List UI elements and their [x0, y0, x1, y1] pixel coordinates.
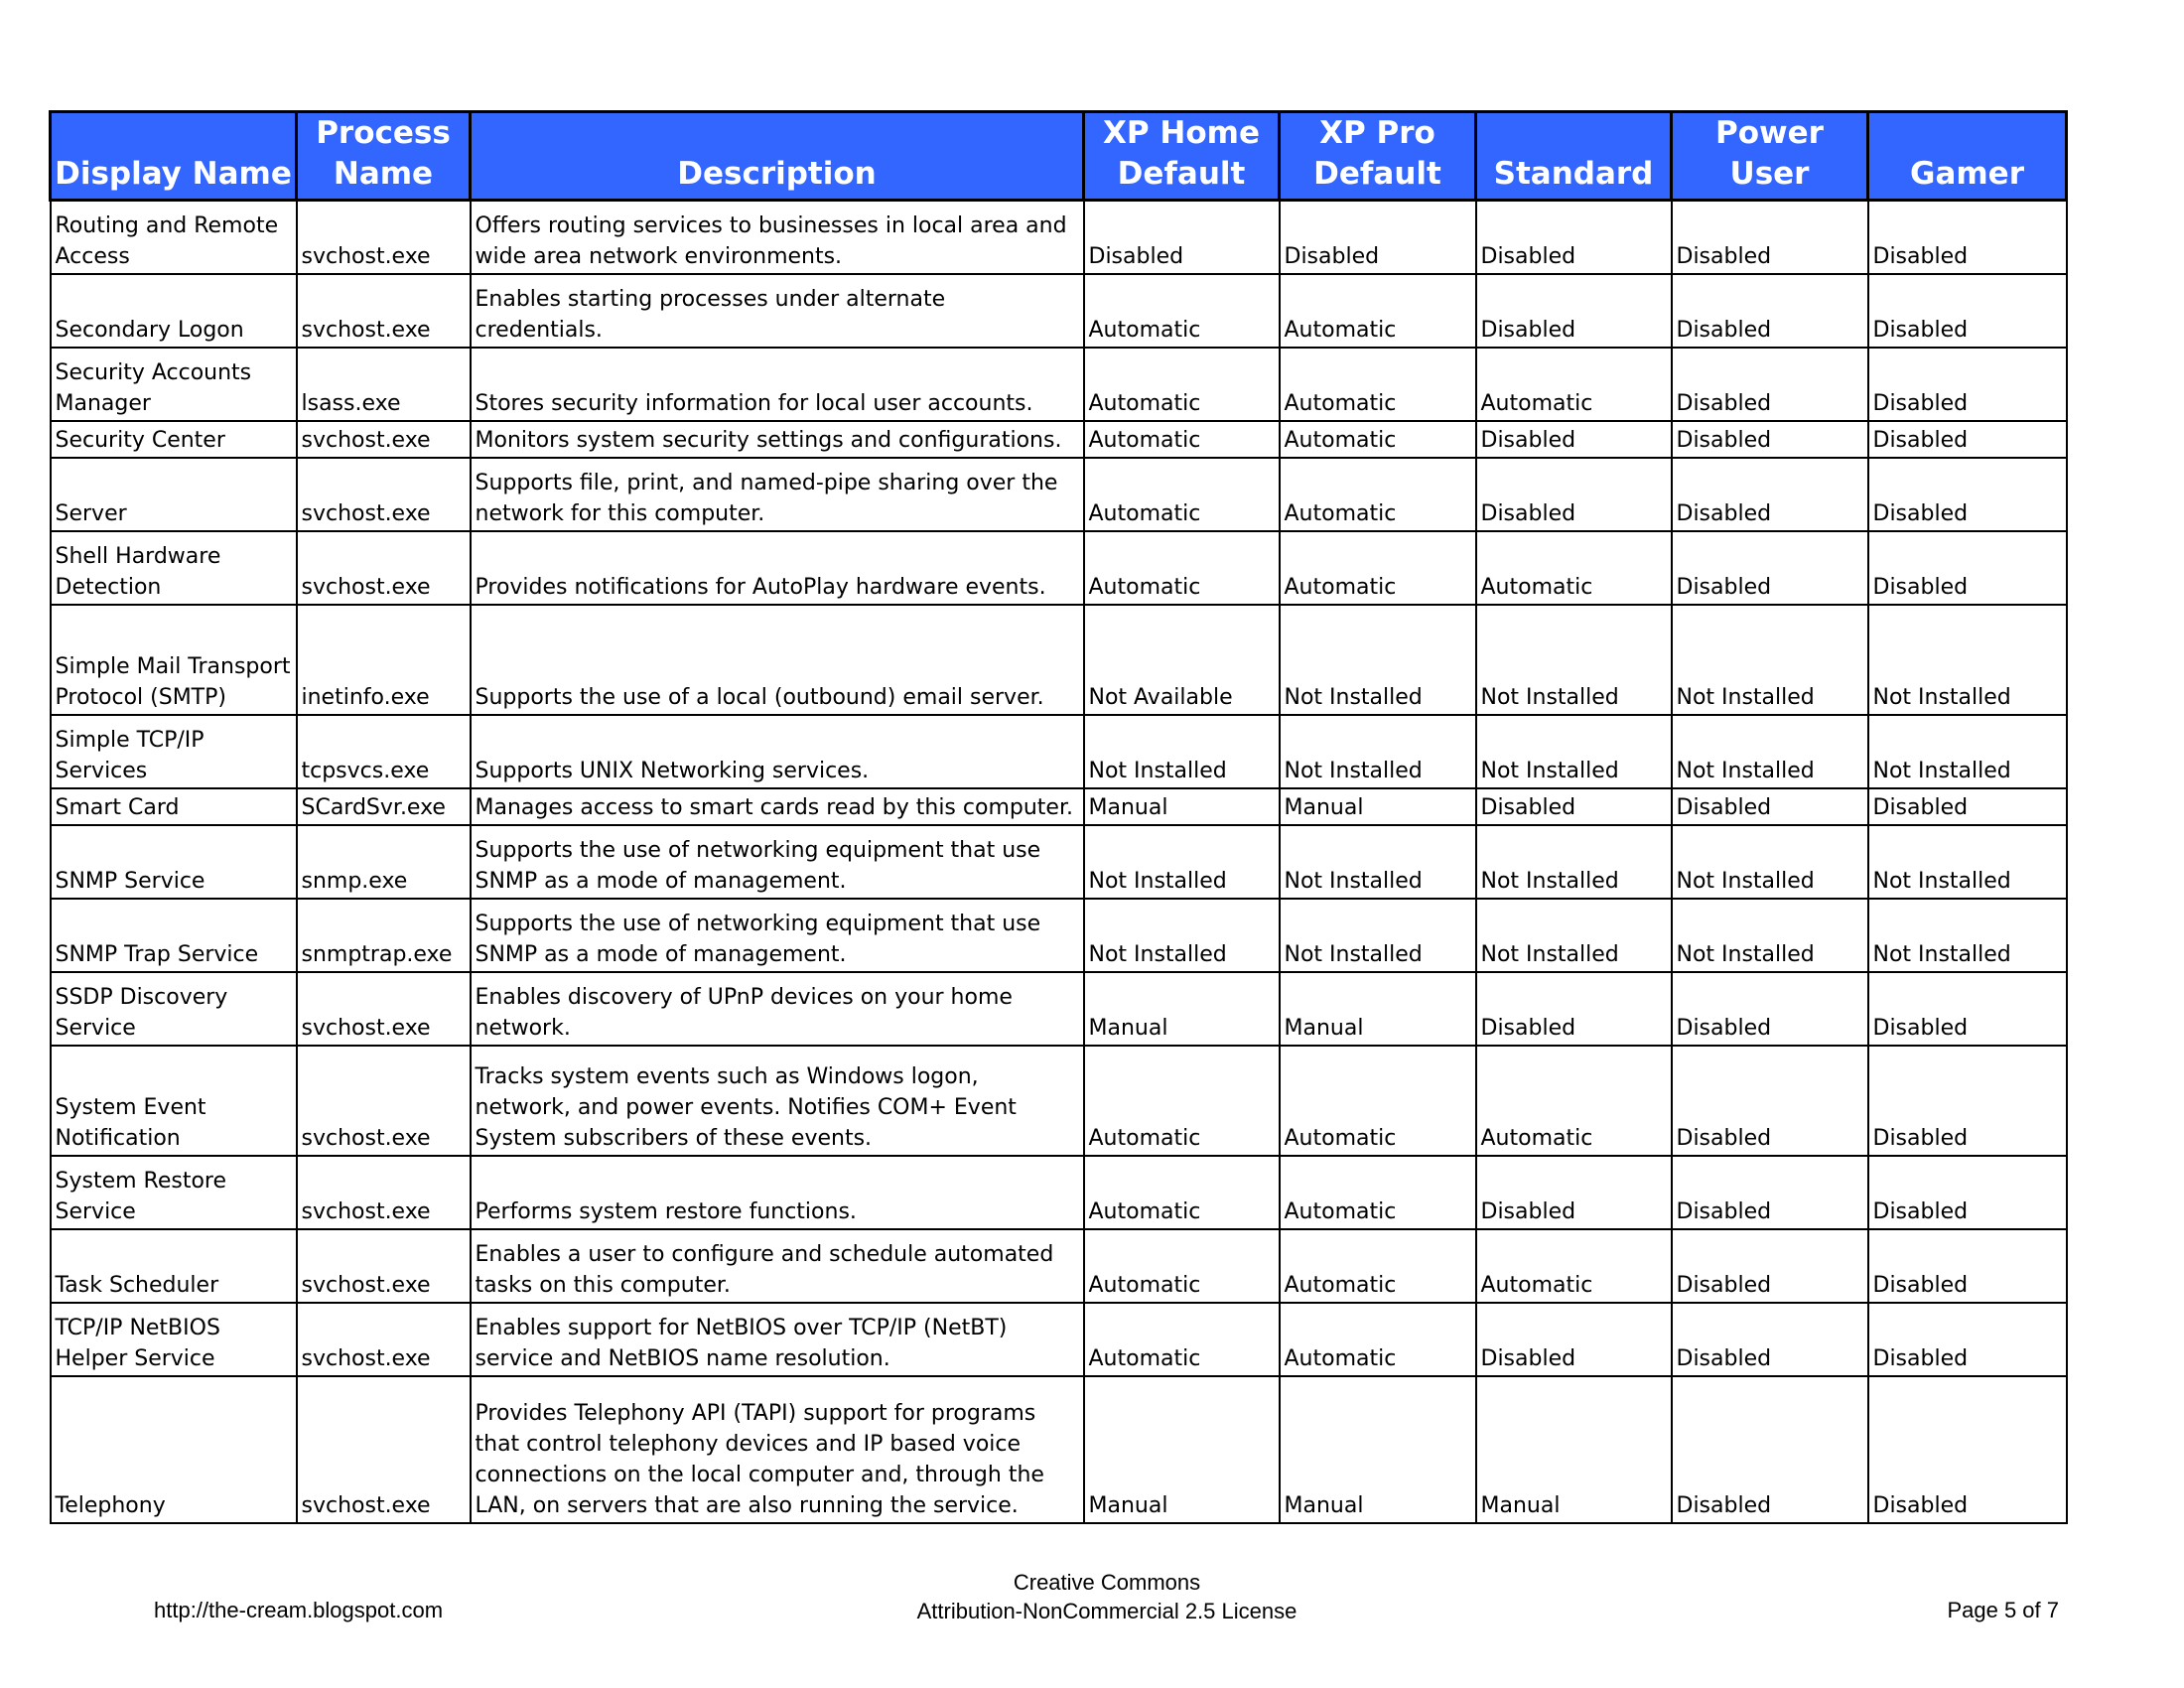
description-cell: Provides notifications for AutoPlay hardware events. [471, 531, 1084, 605]
display-name-cell: SNMP Trap Service [51, 899, 297, 972]
display-name-cell: Security Center [51, 421, 297, 458]
gamer-cell: Not Installed [1868, 715, 2067, 788]
xp-home-default-cell: Automatic [1084, 421, 1280, 458]
table-body [51, 201, 2067, 1523]
table-row [51, 201, 2067, 274]
description-cell: Tracks system events such as Windows logon, network, and power events. Notifies COM+ Event System subscribers of these events. [471, 1046, 1084, 1156]
table-row [51, 715, 2067, 788]
standard-cell: Disabled [1476, 1156, 1672, 1229]
process-name-cell: svchost.exe [297, 458, 471, 531]
table-row [51, 1376, 2067, 1523]
process-name-cell: snmp.exe [297, 825, 471, 899]
xp-home-default-cell: Manual [1084, 1376, 1280, 1523]
power-user-cell: Disabled [1672, 201, 1868, 274]
description-cell: Monitors system security settings and configurations. [471, 421, 1084, 458]
header-row [51, 112, 2067, 201]
standard-cell: Disabled [1476, 1303, 1672, 1376]
header-gamer: Gamer [1868, 112, 2067, 201]
power-user-cell: Disabled [1672, 421, 1868, 458]
xp-home-default-cell: Automatic [1084, 458, 1280, 531]
display-name-cell: Routing and Remote Access [51, 201, 297, 274]
gamer-cell: Disabled [1868, 1046, 2067, 1156]
standard-cell: Disabled [1476, 201, 1672, 274]
gamer-cell: Disabled [1868, 788, 2067, 825]
table-row [51, 899, 2067, 972]
standard-cell: Disabled [1476, 458, 1672, 531]
power-user-cell: Disabled [1672, 531, 1868, 605]
xp-pro-default-cell: Manual [1280, 788, 1476, 825]
process-name-cell: svchost.exe [297, 531, 471, 605]
xp-pro-default-cell: Automatic [1280, 421, 1476, 458]
process-name-cell: SCardSvr.exe [297, 788, 471, 825]
description-cell: Supports the use of networking equipment that use SNMP as a mode of management. [471, 825, 1084, 899]
display-name-cell: Server [51, 458, 297, 531]
table-row [51, 531, 2067, 605]
display-name-cell: TCP/IP NetBIOS Helper Service [51, 1303, 297, 1376]
xp-pro-default-cell: Automatic [1280, 1156, 1476, 1229]
table-row [51, 605, 2067, 715]
process-name-cell: svchost.exe [297, 421, 471, 458]
xp-home-default-cell: Not Installed [1084, 899, 1280, 972]
power-user-cell: Disabled [1672, 274, 1868, 348]
process-name-cell: tcpsvcs.exe [297, 715, 471, 788]
standard-cell: Not Installed [1476, 605, 1672, 715]
power-user-cell: Disabled [1672, 348, 1868, 421]
header-process-name: Process Name [297, 112, 471, 201]
footer-license-line2: Attribution-NonCommercial 2.5 License [916, 1599, 1297, 1623]
gamer-cell: Disabled [1868, 1376, 2067, 1523]
table-row [51, 1156, 2067, 1229]
xp-home-default-cell: Not Installed [1084, 715, 1280, 788]
power-user-cell: Disabled [1672, 788, 1868, 825]
power-user-cell: Disabled [1672, 1303, 1868, 1376]
power-user-cell: Not Installed [1672, 715, 1868, 788]
process-name-cell: svchost.exe [297, 972, 471, 1046]
power-user-cell: Disabled [1672, 1156, 1868, 1229]
xp-pro-default-cell: Automatic [1280, 531, 1476, 605]
gamer-cell: Disabled [1868, 421, 2067, 458]
table-row [51, 1303, 2067, 1376]
description-cell: Supports UNIX Networking services. [471, 715, 1084, 788]
power-user-cell: Disabled [1672, 972, 1868, 1046]
description-cell: Supports the use of networking equipment that use SNMP as a mode of management. [471, 899, 1084, 972]
header-xp-pro-default: XP Pro Default [1280, 112, 1476, 201]
table-row [51, 421, 2067, 458]
header-description: Description [471, 112, 1084, 201]
xp-pro-default-cell: Not Installed [1280, 899, 1476, 972]
gamer-cell: Disabled [1868, 972, 2067, 1046]
display-name-cell: Smart Card [51, 788, 297, 825]
xp-pro-default-cell: Manual [1280, 1376, 1476, 1523]
display-name-cell: System Restore Service [51, 1156, 297, 1229]
power-user-cell: Disabled [1672, 1376, 1868, 1523]
standard-cell: Disabled [1476, 788, 1672, 825]
process-name-cell: snmptrap.exe [297, 899, 471, 972]
xp-home-default-cell: Not Installed [1084, 825, 1280, 899]
xp-home-default-cell: Not Available [1084, 605, 1280, 715]
description-cell: Manages access to smart cards read by this computer. [471, 788, 1084, 825]
gamer-cell: Disabled [1868, 201, 2067, 274]
xp-pro-default-cell: Not Installed [1280, 605, 1476, 715]
gamer-cell: Not Installed [1868, 825, 2067, 899]
display-name-cell: Simple Mail Transport Protocol (SMTP) [51, 605, 297, 715]
standard-cell: Disabled [1476, 274, 1672, 348]
description-cell: Enables support for NetBIOS over TCP/IP (NetBT) service and NetBIOS name resolution. [471, 1303, 1084, 1376]
standard-cell: Not Installed [1476, 825, 1672, 899]
description-cell: Enables a user to configure and schedule automated tasks on this computer. [471, 1229, 1084, 1303]
table-row [51, 1046, 2067, 1156]
gamer-cell: Disabled [1868, 1303, 2067, 1376]
power-user-cell: Not Installed [1672, 825, 1868, 899]
power-user-cell: Not Installed [1672, 899, 1868, 972]
power-user-cell: Not Installed [1672, 605, 1868, 715]
xp-pro-default-cell: Not Installed [1280, 715, 1476, 788]
xp-pro-default-cell: Automatic [1280, 458, 1476, 531]
display-name-cell: SSDP Discovery Service [51, 972, 297, 1046]
footer-license [794, 1568, 1420, 1625]
table-row [51, 348, 2067, 421]
process-name-cell: svchost.exe [297, 1303, 471, 1376]
description-cell: Supports the use of a local (outbound) email server. [471, 605, 1084, 715]
description-cell: Supports file, print, and named-pipe sharing over the network for this computer. [471, 458, 1084, 531]
footer-page-number: Page 5 of 7 [1947, 1598, 2059, 1622]
gamer-cell: Disabled [1868, 458, 2067, 531]
description-cell: Provides Telephony API (TAPI) support for programs that control telephony devices and IP based voice connections on the local computer and, through the LAN, on servers that are also running the service. [471, 1376, 1084, 1523]
display-name-cell: SNMP Service [51, 825, 297, 899]
header-xp-home-default: XP Home Default [1084, 112, 1280, 201]
xp-home-default-cell: Manual [1084, 788, 1280, 825]
header-power-user: Power User [1672, 112, 1868, 201]
xp-home-default-cell: Automatic [1084, 348, 1280, 421]
description-cell: Enables starting processes under alternate credentials. [471, 274, 1084, 348]
table-row [51, 1229, 2067, 1303]
standard-cell: Manual [1476, 1376, 1672, 1523]
xp-pro-default-cell: Automatic [1280, 348, 1476, 421]
power-user-cell: Disabled [1672, 458, 1868, 531]
header-standard: Standard [1476, 112, 1672, 201]
xp-pro-default-cell: Automatic [1280, 1046, 1476, 1156]
display-name-cell: Shell Hardware Detection [51, 531, 297, 605]
table-row [51, 458, 2067, 531]
gamer-cell: Disabled [1868, 348, 2067, 421]
xp-pro-default-cell: Automatic [1280, 1229, 1476, 1303]
description-cell: Enables discovery of UPnP devices on your home network. [471, 972, 1084, 1046]
xp-pro-default-cell: Disabled [1280, 201, 1476, 274]
gamer-cell: Not Installed [1868, 605, 2067, 715]
standard-cell: Automatic [1476, 1229, 1672, 1303]
standard-cell: Not Installed [1476, 715, 1672, 788]
gamer-cell: Disabled [1868, 1229, 2067, 1303]
standard-cell: Disabled [1476, 421, 1672, 458]
standard-cell: Automatic [1476, 348, 1672, 421]
table-row [51, 825, 2067, 899]
xp-pro-default-cell: Automatic [1280, 274, 1476, 348]
standard-cell: Automatic [1476, 1046, 1672, 1156]
gamer-cell: Disabled [1868, 1156, 2067, 1229]
process-name-cell: svchost.exe [297, 1229, 471, 1303]
description-cell: Stores security information for local user accounts. [471, 348, 1084, 421]
process-name-cell: inetinfo.exe [297, 605, 471, 715]
standard-cell: Automatic [1476, 531, 1672, 605]
display-name-cell: Simple TCP/IP Services [51, 715, 297, 788]
process-name-cell: svchost.exe [297, 1046, 471, 1156]
process-name-cell: svchost.exe [297, 1156, 471, 1229]
gamer-cell: Disabled [1868, 274, 2067, 348]
xp-pro-default-cell: Automatic [1280, 1303, 1476, 1376]
xp-home-default-cell: Automatic [1084, 531, 1280, 605]
standard-cell: Disabled [1476, 972, 1672, 1046]
xp-home-default-cell: Automatic [1084, 1046, 1280, 1156]
display-name-cell: Telephony [51, 1376, 297, 1523]
display-name-cell: System Event Notification [51, 1046, 297, 1156]
process-name-cell: svchost.exe [297, 1376, 471, 1523]
table-row [51, 788, 2067, 825]
xp-home-default-cell: Automatic [1084, 1156, 1280, 1229]
process-name-cell: lsass.exe [297, 348, 471, 421]
gamer-cell: Disabled [1868, 531, 2067, 605]
gamer-cell: Not Installed [1868, 899, 2067, 972]
table-row [51, 972, 2067, 1046]
display-name-cell: Secondary Logon [51, 274, 297, 348]
power-user-cell: Disabled [1672, 1046, 1868, 1156]
footer-license-line1: Creative Commons [1013, 1570, 1201, 1595]
xp-pro-default-cell: Manual [1280, 972, 1476, 1046]
display-name-cell: Security Accounts Manager [51, 348, 297, 421]
table-row [51, 274, 2067, 348]
description-cell: Offers routing services to businesses in local area and wide area network environments. [471, 201, 1084, 274]
process-name-cell: svchost.exe [297, 201, 471, 274]
description-cell: Performs system restore functions. [471, 1156, 1084, 1229]
xp-home-default-cell: Automatic [1084, 274, 1280, 348]
footer-url: http://the-cream.blogspot.com [154, 1598, 444, 1622]
header-display-name: Display Name [51, 112, 297, 201]
display-name-cell: Task Scheduler [51, 1229, 297, 1303]
process-name-cell: svchost.exe [297, 274, 471, 348]
power-user-cell: Disabled [1672, 1229, 1868, 1303]
standard-cell: Not Installed [1476, 899, 1672, 972]
xp-home-default-cell: Manual [1084, 972, 1280, 1046]
xp-home-default-cell: Automatic [1084, 1303, 1280, 1376]
services-table [49, 110, 2068, 1524]
xp-home-default-cell: Disabled [1084, 201, 1280, 274]
xp-pro-default-cell: Not Installed [1280, 825, 1476, 899]
xp-home-default-cell: Automatic [1084, 1229, 1280, 1303]
